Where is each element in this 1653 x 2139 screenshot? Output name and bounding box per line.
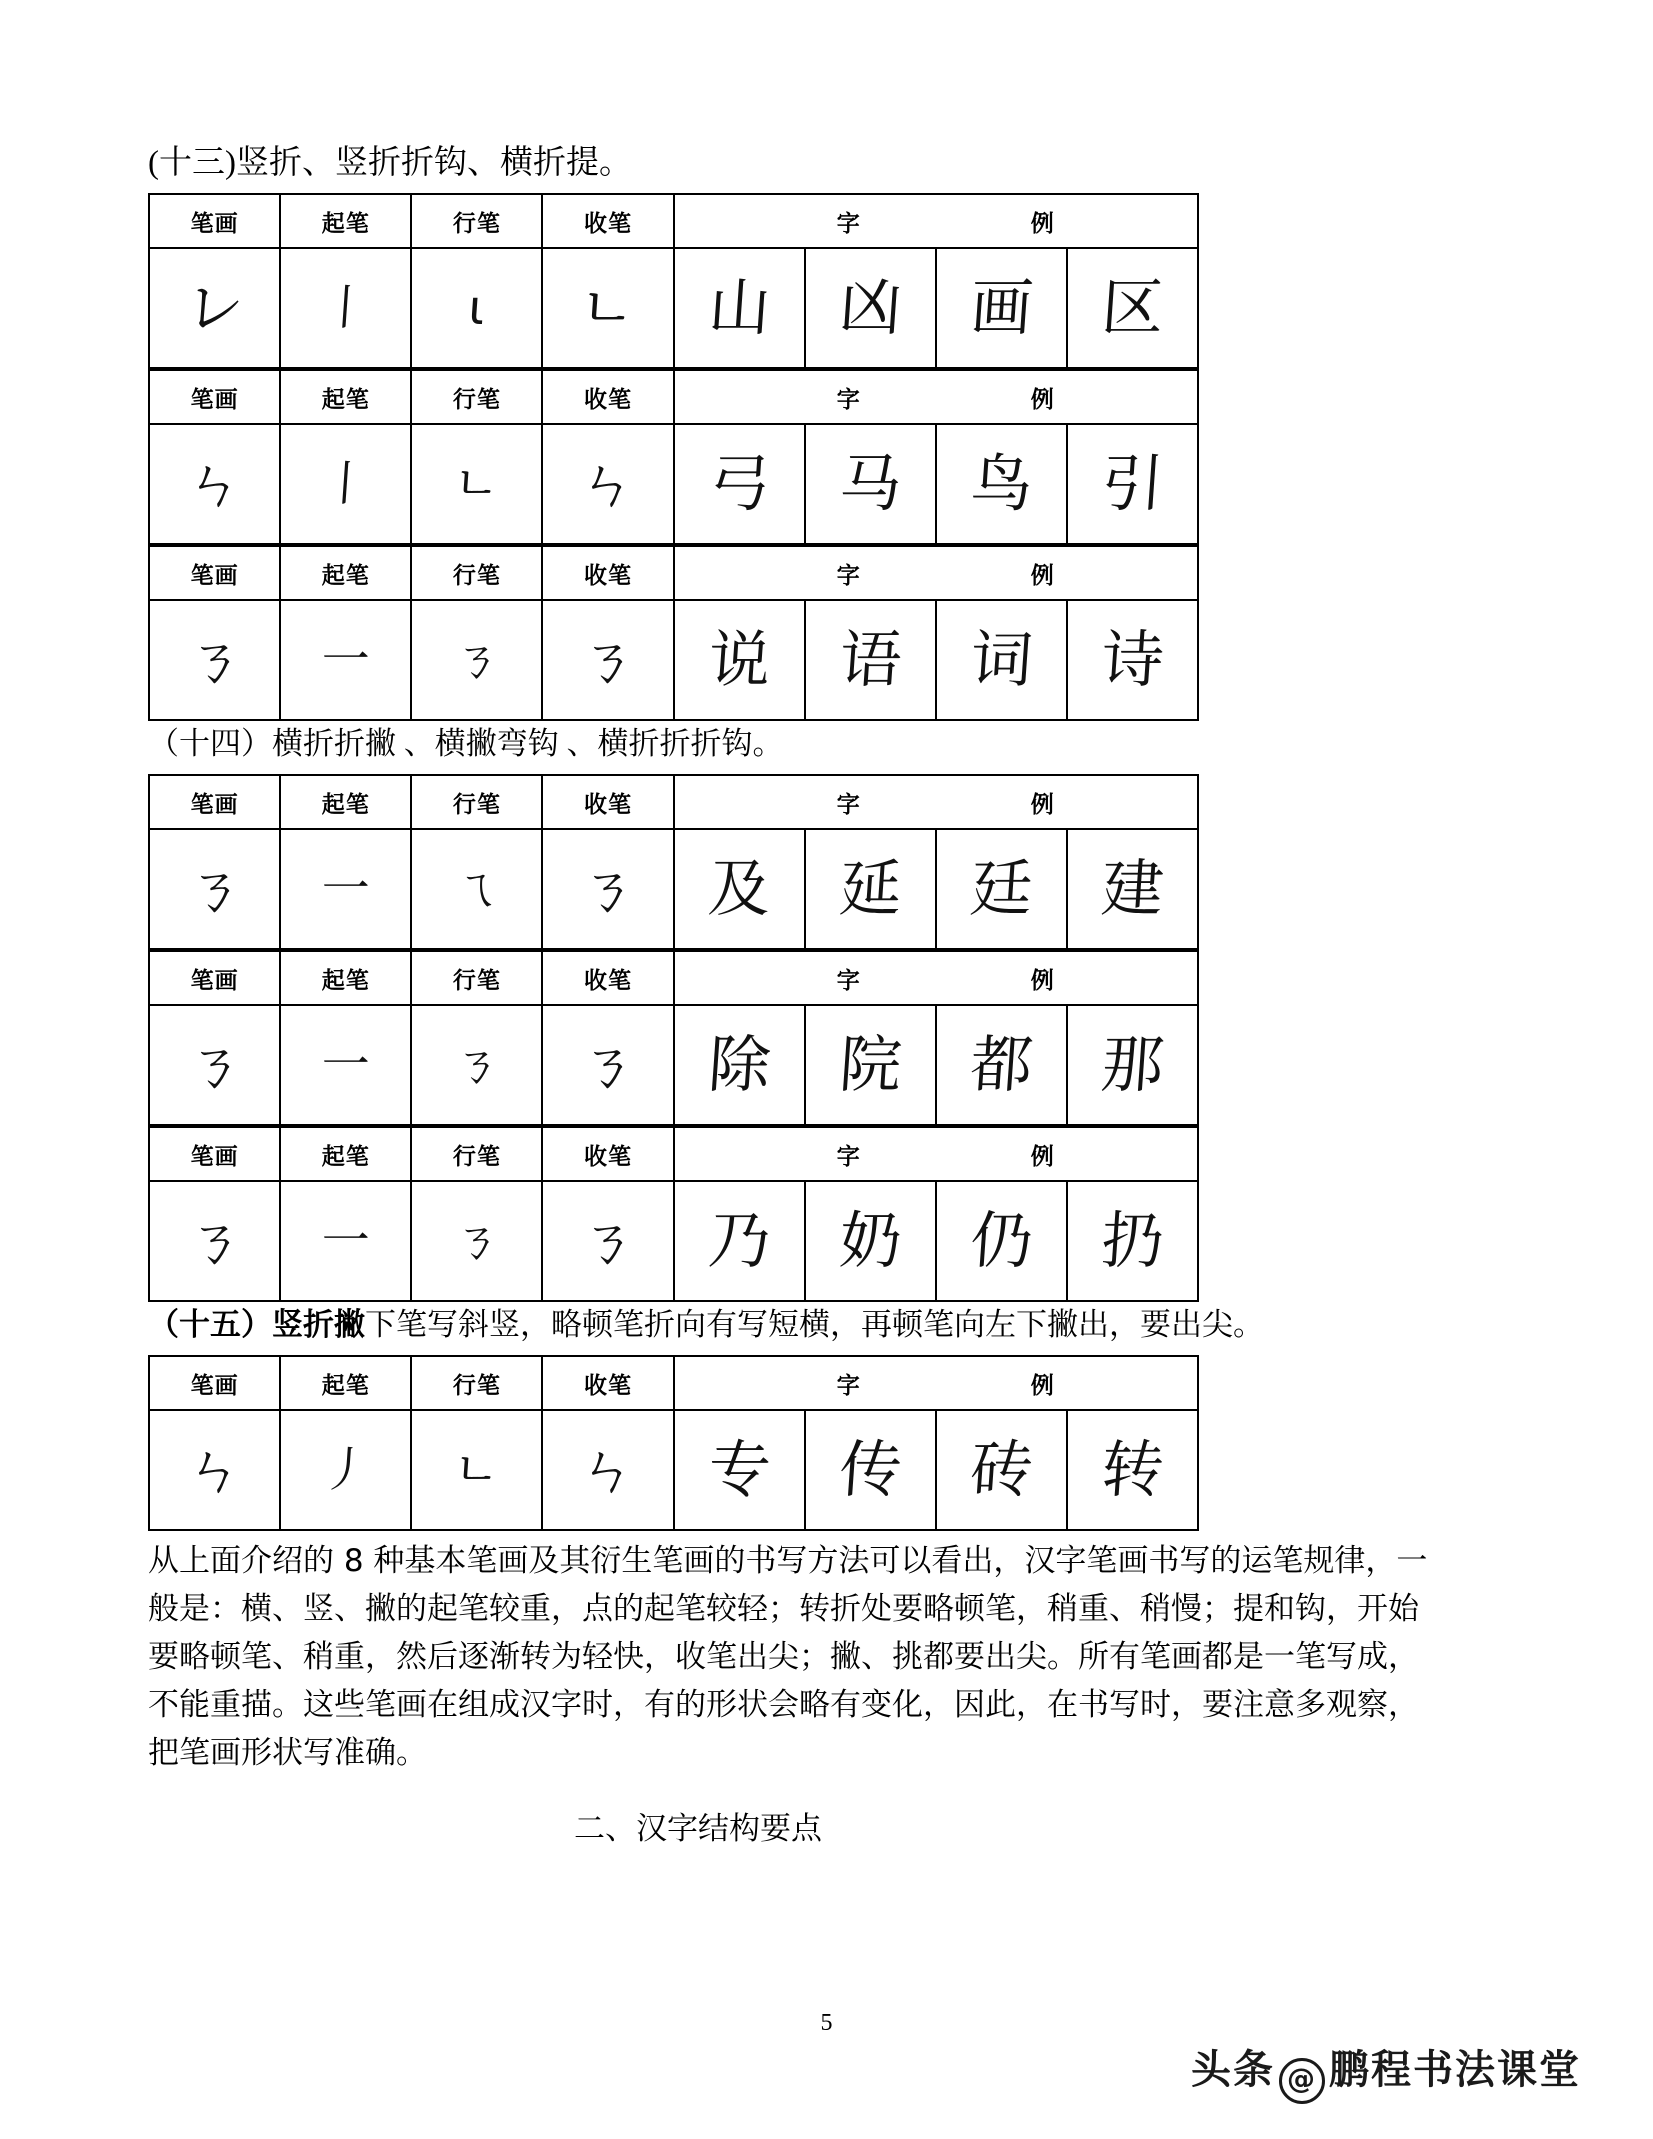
cell-example-1: [674, 424, 805, 544]
handwritten-start: 丨: [319, 456, 372, 512]
col-header-examples: [674, 951, 1199, 1005]
cell-example-4: [1067, 600, 1198, 720]
handwritten-example-character: 奶: [836, 1204, 904, 1277]
handwritten-move: ㄋ: [450, 1037, 503, 1093]
cell-move: [411, 424, 542, 544]
cell-move: [411, 829, 542, 949]
table-glyph-row: [149, 1005, 1198, 1125]
stroke-table-hengzhezhezhegou: [148, 1126, 1199, 1302]
handwritten-example-character: 引: [1098, 447, 1167, 520]
col-header-start: 起笔: [280, 775, 411, 829]
col-header-examples: [674, 370, 1199, 424]
handwritten-example-character: 山: [705, 271, 773, 344]
handwritten-example-character: 马: [836, 447, 904, 520]
cell-example-3: [936, 248, 1067, 368]
cell-end: [542, 1005, 673, 1125]
handwritten-example-character: 传: [836, 1433, 904, 1506]
handwritten-stroke: ㄣ: [183, 1436, 246, 1504]
col-header-stroke: 笔画: [149, 370, 280, 424]
table-glyph-row: [149, 600, 1198, 720]
cell-end: [542, 424, 673, 544]
handwritten-stroke: ㄋ: [183, 1031, 246, 1099]
cell-example-1: [674, 248, 805, 368]
cell-example-2: [805, 1005, 936, 1125]
handwritten-example-character: 专: [705, 1433, 773, 1506]
col-header-stroke: 笔画: [149, 194, 280, 248]
col-header-end: 收笔: [542, 775, 673, 829]
at-icon: @: [1279, 2058, 1325, 2104]
cell-example-3: [936, 600, 1067, 720]
col-header-stroke: 笔画: [149, 1127, 280, 1181]
cell-example-1: [674, 1410, 805, 1530]
col-header-examples: [674, 194, 1199, 248]
col-header-example-zi: 字: [836, 210, 861, 237]
cell-move: [411, 600, 542, 720]
cell-example-3: [936, 1181, 1067, 1301]
col-header-examples: [674, 1356, 1199, 1410]
cell-start: [280, 424, 411, 544]
section-heading-15-desc: 下笔写斜竖，略顿笔折向有写短横，再顿笔向左下撇出，要出尖。: [365, 1307, 1264, 1342]
col-header-stroke: 笔画: [149, 546, 280, 600]
cell-start: [280, 1181, 411, 1301]
handwritten-start: 一: [319, 632, 372, 688]
cell-example-3: [936, 424, 1067, 544]
col-header-example-zi: 字: [836, 386, 861, 413]
cell-example-3: [936, 1410, 1067, 1530]
col-header-example-li: 例: [1030, 562, 1055, 589]
cell-example-2: [805, 248, 936, 368]
handwritten-end: ㄣ: [576, 450, 640, 518]
cell-example-2: [805, 424, 936, 544]
stroke-table-shuzhe: [148, 193, 1199, 369]
handwritten-example-character: 仍: [967, 1204, 1035, 1277]
handwritten-example-character: 扔: [1098, 1204, 1167, 1277]
page-number: 5: [820, 2010, 833, 2036]
handwritten-example-character: 弓: [705, 447, 773, 520]
table-glyph-row: [149, 1410, 1198, 1530]
cell-example-4: [1067, 424, 1198, 544]
col-header-end: 收笔: [542, 951, 673, 1005]
col-header-end: 收笔: [542, 370, 673, 424]
col-header-start: 起笔: [280, 951, 411, 1005]
stroke-table-shuzhepie: [148, 1355, 1199, 1531]
handwritten-move: ㄴ: [451, 1442, 502, 1498]
col-header-end: 收笔: [542, 194, 673, 248]
col-header-move: 行笔: [411, 546, 542, 600]
handwritten-move: ι: [466, 280, 487, 336]
table-glyph-row: [149, 248, 1198, 368]
col-header-example-zi: 字: [836, 967, 861, 994]
cell-move: [411, 248, 542, 368]
handwritten-example-character: 廷: [967, 852, 1035, 925]
handwritten-stroke: ㄋ: [183, 1207, 246, 1275]
handwritten-start: 丿: [319, 1442, 372, 1498]
cell-end: [542, 1181, 673, 1301]
handwritten-example-character: 砖: [967, 1433, 1035, 1506]
cell-start: [280, 1005, 411, 1125]
handwritten-example-character: 及: [705, 852, 773, 925]
body-line-5: 把笔画形状写准确。: [148, 1735, 427, 1771]
watermark-name: 鹏程书法课堂: [1329, 2047, 1581, 2093]
body-line-2: 般是：横、竖、撇的起笔较重，点的起笔较轻；转折处要略顿笔，稍重、稍慢；提和钩，开始: [148, 1591, 1419, 1627]
cell-move: [411, 1005, 542, 1125]
handwritten-example-character: 诗: [1098, 623, 1167, 696]
cell-example-1: [674, 1005, 805, 1125]
cell-end: [542, 248, 673, 368]
handwritten-stroke: ㄋ: [183, 626, 246, 694]
table-header-row: [149, 194, 1198, 248]
cell-stroke: [149, 600, 280, 720]
col-header-example-zi: 字: [836, 791, 861, 818]
col-header-example-zi: 字: [836, 1143, 861, 1170]
handwritten-move: ㄴ: [451, 456, 502, 512]
handwritten-end: ㄴ: [577, 274, 639, 342]
handwritten-example-character: 说: [705, 623, 773, 696]
table-glyph-row: [149, 424, 1198, 544]
handwritten-start: 一: [319, 1213, 372, 1269]
cell-stroke: [149, 248, 280, 368]
handwritten-end: ㄋ: [576, 626, 640, 694]
section-heading-14: （十四）横折折撇 、横撇弯钩 、横折折折钩。: [148, 726, 784, 761]
cell-example-4: [1067, 1005, 1198, 1125]
handwritten-example-character: 区: [1098, 271, 1167, 344]
body-line-1: 从上面介绍的 8 种基本笔画及其衍生笔画的书写方法可以看出，汉字笔画书写的运笔规律，一: [148, 1543, 1428, 1579]
table-header-row: [149, 1356, 1198, 1410]
cell-example-2: [805, 829, 936, 949]
section-heading-15-label: （十五）竖折撇: [148, 1307, 365, 1342]
handwritten-example-character: 画: [967, 271, 1035, 344]
handwritten-move: ㄟ: [450, 861, 503, 917]
cell-example-1: [674, 600, 805, 720]
handwritten-example-character: 都: [967, 1028, 1035, 1101]
cell-example-1: [674, 829, 805, 949]
cell-start: [280, 829, 411, 949]
table-glyph-row: [149, 1181, 1198, 1301]
cell-example-3: [936, 1005, 1067, 1125]
cell-start: [280, 248, 411, 368]
col-header-examples: [674, 775, 1199, 829]
col-header-start: 起笔: [280, 370, 411, 424]
col-header-example-zi: 字: [836, 1372, 861, 1399]
cell-example-1: [674, 1181, 805, 1301]
cell-stroke: [149, 1181, 280, 1301]
handwritten-example-character: 转: [1098, 1433, 1167, 1506]
handwritten-example-character: 乃: [705, 1204, 773, 1277]
col-header-move: 行笔: [411, 1356, 542, 1410]
page-content: [148, 140, 1508, 1848]
col-header-stroke: 笔画: [149, 775, 280, 829]
handwritten-example-character: 建: [1098, 852, 1167, 925]
col-header-example-li: 例: [1030, 1372, 1055, 1399]
cell-stroke: [149, 1005, 280, 1125]
cell-end: [542, 829, 673, 949]
section-heading-13: (十三)竖折、竖折折钩、横折提。: [148, 145, 632, 181]
col-header-example-li: 例: [1030, 967, 1055, 994]
cell-example-2: [805, 600, 936, 720]
col-header-move: 行笔: [411, 1127, 542, 1181]
cell-example-4: [1067, 248, 1198, 368]
cell-stroke: [149, 1410, 280, 1530]
cell-example-4: [1067, 1410, 1198, 1530]
handwritten-start: 一: [319, 1037, 372, 1093]
watermark: [1191, 2038, 1581, 2104]
col-header-example-zi: 字: [836, 562, 861, 589]
handwritten-example-character: 凶: [836, 271, 904, 344]
handwritten-move: ㄋ: [450, 632, 503, 688]
body-line-3: 要略顿笔、稍重，然后逐渐转为轻快，收笔出尖；撇、挑都要出尖。所有笔画都是一笔写成，: [148, 1639, 1419, 1675]
col-header-end: 收笔: [542, 1356, 673, 1410]
cell-example-4: [1067, 1181, 1198, 1301]
handwritten-example-character: 那: [1098, 1028, 1167, 1101]
col-header-start: 起笔: [280, 1127, 411, 1181]
stroke-table-hengzheti: [148, 545, 1199, 721]
handwritten-stroke: ㄣ: [183, 450, 246, 518]
col-header-move: 行笔: [411, 370, 542, 424]
stroke-table-shuzhezhegou: [148, 369, 1199, 545]
cell-move: [411, 1181, 542, 1301]
col-header-example-li: 例: [1030, 386, 1055, 413]
stroke-table-hengzhezhepie: [148, 774, 1199, 950]
cell-start: [280, 1410, 411, 1530]
table-glyph-row: [149, 829, 1198, 949]
handwritten-end: ㄣ: [576, 1436, 640, 1504]
col-header-examples: [674, 546, 1199, 600]
body-paragraph: [148, 1537, 1508, 1777]
table-header-row: [149, 775, 1198, 829]
cell-stroke: [149, 424, 280, 544]
cell-move: [411, 1410, 542, 1530]
handwritten-end: ㄋ: [576, 1207, 640, 1275]
handwritten-end: ㄋ: [576, 1031, 640, 1099]
cell-start: [280, 600, 411, 720]
cell-end: [542, 600, 673, 720]
cell-stroke: [149, 829, 280, 949]
col-header-end: 收笔: [542, 546, 673, 600]
col-header-example-li: 例: [1030, 791, 1055, 818]
stroke-table-hengpiewangou: [148, 950, 1199, 1126]
section-heading-15: [148, 1302, 1508, 1348]
col-header-example-li: 例: [1030, 210, 1055, 237]
col-header-examples: [674, 1127, 1199, 1181]
col-header-start: 起笔: [280, 546, 411, 600]
handwritten-end: ㄋ: [576, 855, 640, 923]
col-header-move: 行笔: [411, 194, 542, 248]
col-header-start: 起笔: [280, 1356, 411, 1410]
handwritten-example-character: 延: [836, 852, 904, 925]
handwritten-stroke: レ: [183, 274, 246, 342]
body-line-4: 不能重描。这些笔画在组成汉字时，有的形状会略有变化，因此，在书写时，要注意多观察，: [148, 1687, 1419, 1723]
handwritten-example-character: 词: [967, 623, 1035, 696]
cell-example-3: [936, 829, 1067, 949]
handwritten-example-character: 院: [836, 1028, 904, 1101]
cell-example-2: [805, 1181, 936, 1301]
handwritten-start: 一: [319, 861, 372, 917]
col-header-move: 行笔: [411, 775, 542, 829]
cell-end: [542, 1410, 673, 1530]
handwritten-example-character: 鸟: [967, 447, 1035, 520]
col-header-example-li: 例: [1030, 1143, 1055, 1170]
chapter-heading-2: 二、汉字结构要点: [574, 1811, 822, 1847]
col-header-stroke: 笔画: [149, 1356, 280, 1410]
col-header-stroke: 笔画: [149, 951, 280, 1005]
table-header-row: [149, 1127, 1198, 1181]
table-header-row: [149, 951, 1198, 1005]
table-header-row: [149, 370, 1198, 424]
cell-example-4: [1067, 829, 1198, 949]
watermark-prefix: 头条: [1191, 2047, 1275, 2093]
handwritten-start: 丨: [319, 280, 372, 336]
col-header-move: 行笔: [411, 951, 542, 1005]
col-header-start: 起笔: [280, 194, 411, 248]
cell-example-2: [805, 1410, 936, 1530]
handwritten-example-character: 除: [705, 1028, 773, 1101]
col-header-end: 收笔: [542, 1127, 673, 1181]
handwritten-move: ㄋ: [450, 1213, 503, 1269]
handwritten-example-character: 语: [836, 623, 904, 696]
table-header-row: [149, 546, 1198, 600]
handwritten-stroke: ㄋ: [183, 855, 246, 923]
